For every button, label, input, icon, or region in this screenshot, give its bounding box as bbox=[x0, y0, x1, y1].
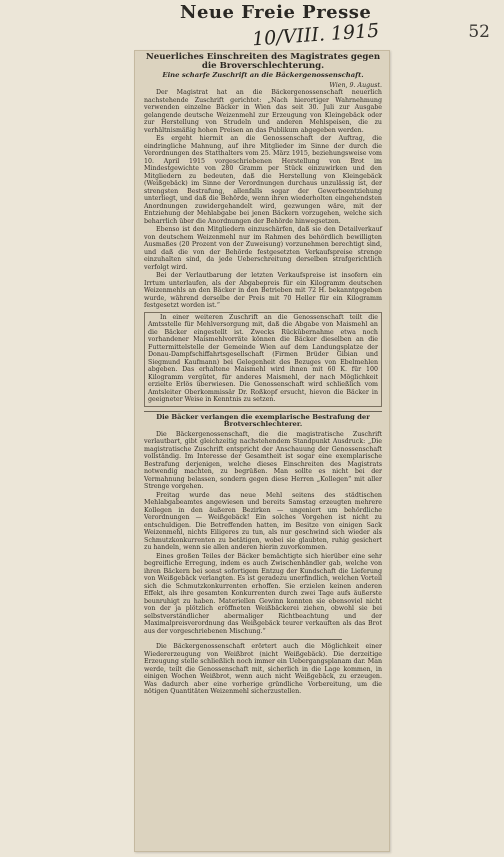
section-divider bbox=[144, 411, 382, 412]
page-number: 52 bbox=[468, 22, 490, 42]
bracketed-paragraph bbox=[144, 312, 382, 407]
newspaper-clipping bbox=[134, 50, 390, 852]
article-paragraph: Die Bäckergenossenschaft, die die magistratische Zuschrift verlautbart, gibt gleichzeitig nachstehendem Standpunkt Ausdruck: „Die magistratische Zuschrift entspricht der Anschauung der Genossenschaft vollständig. Im Interesse der Gesamtheit ist sogar eine exemplarische Bestrafung derjenigen, welche dieses Einschreiten des Magistrats notwendig machten, zu begrüßen. Man sollte es nicht bei der Vermahnung belassen, sondern gegen diese Herren „Kollegen“ mit aller Strenge vorgehen. bbox=[144, 430, 382, 490]
article-paragraph: Freitag wurde das neue Mehl seitens des städtischen Mehlabgabeamtes angewiesen und bereits Samstag erzeugten mehrere Kollegen in den äußeren Bezirken — ungeniert um behördliche Verordnungen — Weißgebäck! Ein solches Vorgehen ist nicht zu entschuldigen. Die Betreffenden hatten, im Besitze von einigen Sack Weizenmehl, nichts Eiligeres zu tun, als nur geschwind sich wieder als Schmutzkonkurrenten zu betätigen, wobei sie glaubten, ruhig gesichert zu handeln, wenn sie allen anderen hierin zuvorkommen. bbox=[144, 491, 382, 551]
article-paragraph: In einer weiteren Zuschrift an die Genossenschaft teilt die Amtsstelle für Mehlversorgung mit, daß die Abgabe von Maismehl an die Bäcker eingestellt ist. Zwecks Rückübernahme etwa noch vorhandener Maismehlvorräte können die Bäcker dieselben an die Futtermittelstelle der Gemeinde Wien auf dem Landungsplatze der Donau-Dampfschiffahrtsgesellschaft (Firmen Brüder Gibian und Siegmund Kaufmann) bei Gelegenheit des Bezuges von Ebelmehlen abgeben. Das erhaltene Maismehl wird ihnen mit 60 K. für 100 Kilogramm vergütet, für anderes Maismehl, der nach Möglichkeit erzielte Erlös überwiesen. Die Genossenschaft wird schließlich vom Amtsleiter Oberkommissär Dr. Roßkopf ersucht, hievon die Bäcker in geeigneter Weise in Kenntnis zu setzen. bbox=[148, 313, 378, 403]
newspaper-masthead: Neue Freie Presse bbox=[180, 2, 372, 23]
article-dateline: Wien, 9. August. bbox=[329, 81, 382, 89]
article-paragraph: Bei der Verlautbarung der letzten Verkaufspreise ist insofern ein Irrtum unterlaufen, als der Abgabepreis für ein Kilogramm deutschen Weizenmehls an den Bäcker in den Betrieben mit 72 H. bekanntgegeben wurde, während derselbe der Preis mit 70 Heller für ein Kilogramm festgesetzt worden ist.“ bbox=[144, 272, 382, 309]
article-paragraph: Die Bäckergenossenschaft erörtert auch die Möglichkeit einer Wiedererzeugung von Weißbrot (nicht Weißgebäck). Die derzeitige Erzeugung stelle schließlich noch immer ein Uebergangsplanam dar. Man werde, teilt die Genossenschaft mit, sicherlich in die Lage kommen, in einigen Wochen Weißbrot, wenn auch nicht Weißgebäck, zu erzeugen. Was dadurch aber eine vorherige gründliche Vorbereitung, um die nötigen Quantitäten Weizenmehl sicherzustellen. bbox=[144, 643, 382, 695]
clipping-text bbox=[144, 53, 382, 697]
article-subhead: Eine scharfe Zuschrift an die Bäckergenossenschaft. bbox=[162, 71, 364, 79]
handwritten-date: 10/VIII. 1915 bbox=[251, 19, 380, 51]
article-paragraph: Der Magistrat hat an die Bäckergenossenschaft neuerlich nachstehende Zuschrift gerichtet: „Nach hierortiger Wahrnehmung verwenden einzelne Bäcker in Wien das seit 30. Juli zur Ausgabe gelangende deutsche Weizenmehl zur Erzeugung von Kleingebäck oder zur Herstellung von Strudeln und anderen Mehlspeisen, die zu verhältnismäßig hohen Preisen an das Publikum abgegeben werden. bbox=[144, 89, 382, 134]
article-paragraph: Eines großen Teiles der Bäcker bemächtigte sich hierüber eine sehr begreifliche Erregung, indem es auch Zwischenhändler gab, welche von ihren Bäckern bei sonst sofortigem Entzug der Kundschaft die Lieferung von Weißgebäck verlangten. Es ist geradezu unerfindlich, welchen Vorteil sich die Schmutzkonkurrenten erhoffen. Sie erzielen keinen anderen Effekt, als ihre gesamten Konkurrenten durch zwei Tage aufs äußerste beunruhigt zu haben. Materiellen Gewinn konnten sie ebensoviel nicht von der ja plötzlich eröffneten Weißbäckerei ziehen, obwohl sie bei selbstverständlicher abermaliger Richtbeachtung und der Maximalpreisverordnung das Weißgebäck teurer verkauften als das Brot aus der vorgeschriebenen Mischung.“ bbox=[144, 552, 382, 635]
article-paragraph: Ebenso ist den Mitgliedern einzuschärfen, daß sie den Detailverkauf von deutschem Weizenmehl nur im Rahmen des behördlich bewilligten Ausmaßes (20 Prozent von der Zuweisung) vorzunehmen berechtigt sind, und daß die von der Behörde festgesetzten Verkaufspreise strenge einzuhalten sind, da jede Ueberschreitung derselben strafgerichtlich verfolgt wird. bbox=[144, 226, 382, 271]
article-paragraph: Es ergeht hiermit an die Genossenschaft der Auftrag, die eindringliche Mahnung, auf ihre Mitglieder im Sinne der durch die Verordnungen des Statthalters vom 25. März 1915, beziehungsweise vom 10. April 1915 vorgeschriebenen Herstellung von Brot im Mindestgewichte von 280 Gramm per Stück einzuwirken und den Mitgliedern zu bedeuten, daß die Herstellung von Kleingebäck (Weißgebäck) im Sinne der Verordnungen durchaus unzulässig ist, der strengsten Bestrafung, allenfalls sogar der Gewerbeentziehung unterliegt, und daß die Behörde, wenn ihren wiederholten eingehendsten Anordnungen zuwidergehandelt wird, gezwungen wäre, mit der Entziehung der Mehlabgabe bei jenen Bäckern vorzugehen, welche sich beharrlich über die Anordnungen der Behörde hinwegsetzen. bbox=[144, 135, 382, 225]
section-divider bbox=[184, 639, 342, 640]
article-headline: Neuerliches Einschreiten des Magistrates gegen die Broverschlechterung. bbox=[145, 52, 381, 71]
section-heading: Die Bäcker verlangen die exemplarische Bestrafung der Brotverschlechterer. bbox=[156, 412, 370, 428]
